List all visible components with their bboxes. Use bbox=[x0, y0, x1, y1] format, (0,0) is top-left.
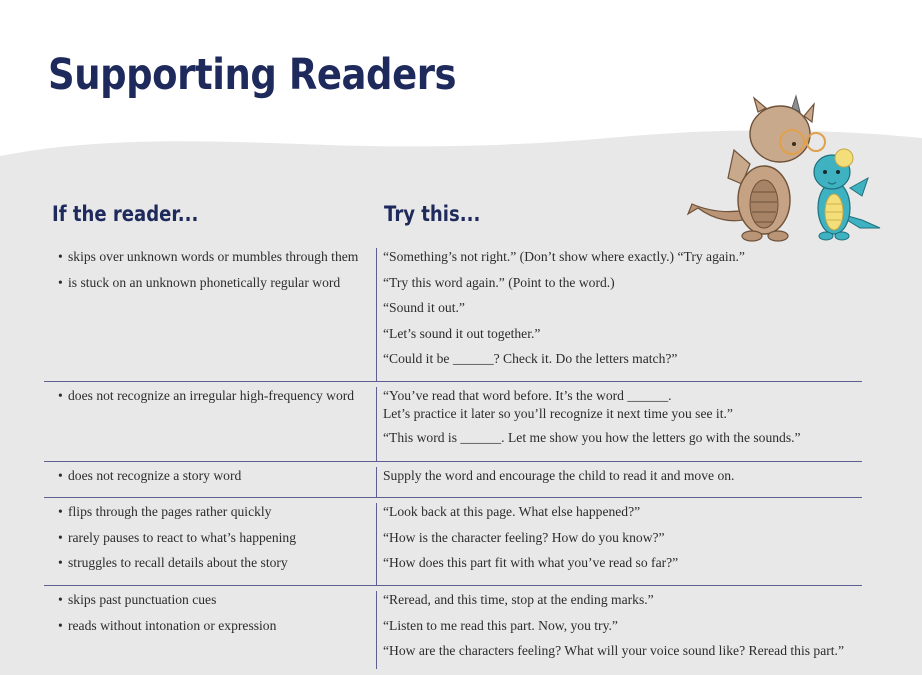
table-row bbox=[44, 381, 862, 461]
tip-line: “Try this word again.” (Point to the word.) bbox=[383, 274, 615, 290]
tip-line: “Listen to me read this part. Now, you try.” bbox=[383, 617, 618, 633]
tip-line: “How does this part fit with what you’ve read so far?” bbox=[383, 555, 679, 570]
reader-cell bbox=[44, 467, 376, 497]
tip-line: “Reread, and this time, stop at the ending marks.” bbox=[383, 592, 654, 607]
column-header-try-this: Try this... bbox=[384, 202, 481, 226]
tip-line: “Let’s sound it out together.” bbox=[383, 325, 541, 341]
tips-cell bbox=[376, 503, 862, 585]
reader-behavior: • is stuck on an unknown phonetically regular word bbox=[58, 274, 376, 292]
tip-line-part: Let’s practice it later so you’ll recognize it next time you see it.” bbox=[383, 406, 733, 421]
reader-cell bbox=[44, 591, 376, 669]
table-row bbox=[44, 243, 862, 381]
reader-cell bbox=[44, 387, 376, 461]
reader-behavior: • reads without intonation or expression bbox=[58, 617, 376, 635]
reader-behavior: • skips past punctuation cues bbox=[58, 591, 376, 609]
table-row bbox=[44, 497, 862, 585]
table-row bbox=[44, 585, 862, 669]
tips-cell bbox=[376, 591, 862, 669]
tip-line bbox=[383, 387, 862, 423]
reader-behavior: • skips over unknown words or mumbles through them bbox=[58, 248, 376, 266]
reader-behavior: • does not recognize a story word bbox=[58, 467, 376, 485]
table-row bbox=[44, 461, 862, 497]
tip-line: “Sound it out.” bbox=[383, 300, 465, 315]
reader-behavior: • rarely pauses to react to what’s happening bbox=[58, 529, 376, 547]
tips-cell bbox=[376, 248, 862, 381]
tip-line: Supply the word and encourage the child to read it and move on. bbox=[383, 468, 735, 483]
tip-line: “This word is ______. Let me show you how the letters go with the sounds.” bbox=[383, 430, 801, 445]
dragon-characters-icon bbox=[684, 92, 894, 252]
reader-cell bbox=[44, 503, 376, 585]
tip-line: “Something’s not right.” (Don’t show where exactly.) “Try again.” bbox=[383, 249, 745, 264]
reader-behavior: • flips through the pages rather quickly bbox=[58, 503, 376, 521]
strategies-table bbox=[44, 243, 862, 669]
tip-line: “How are the characters feeling? What will your voice sound like? Reread this part.” bbox=[383, 643, 844, 658]
page-title: Supporting Readers bbox=[48, 50, 457, 100]
tip-line: “How is the character feeling? How do you know?” bbox=[383, 529, 665, 545]
reader-cell bbox=[44, 248, 376, 381]
tip-line: “Look back at this page. What else happened?” bbox=[383, 504, 641, 519]
tips-cell bbox=[376, 387, 862, 461]
column-header-reader: If the reader... bbox=[52, 202, 199, 226]
reader-behavior: • struggles to recall details about the story bbox=[58, 554, 376, 572]
reader-behavior: • does not recognize an irregular high-frequency word bbox=[58, 387, 376, 405]
tip-line-part: “You’ve read that word before. It’s the word ______. bbox=[383, 388, 672, 403]
tip-line: “Could it be ______? Check it. Do the letters match?” bbox=[383, 351, 678, 366]
tips-cell bbox=[376, 467, 862, 497]
